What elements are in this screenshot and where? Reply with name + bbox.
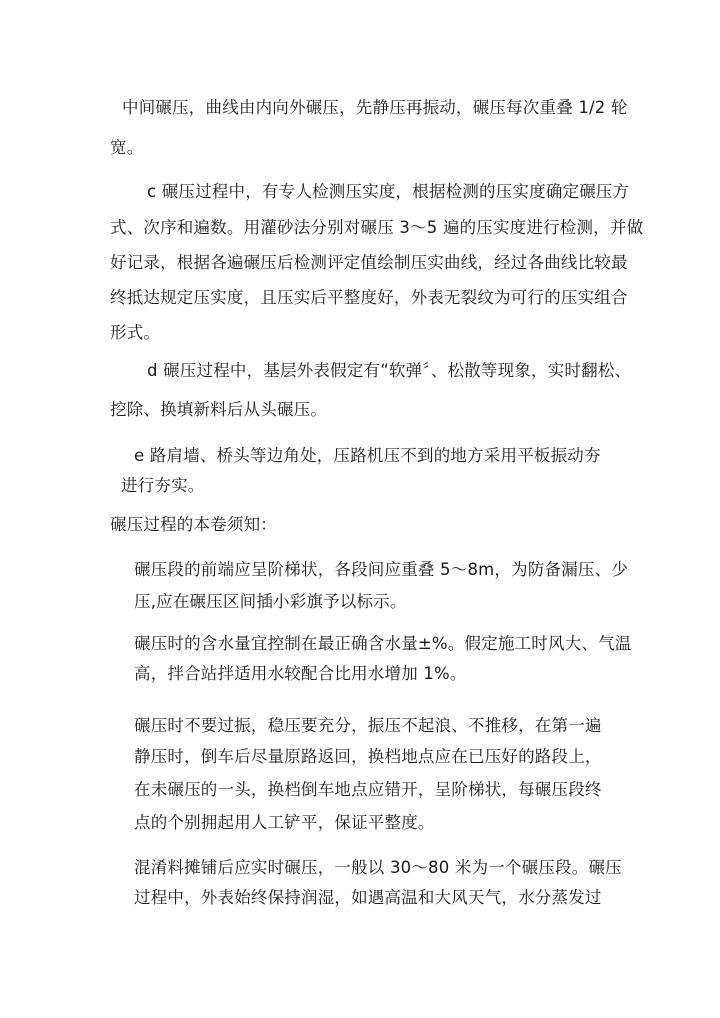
p6-line-1: 碾压段的前端应呈阶梯状，各段间应重叠 5～8m，为防备漏压、少 xyxy=(134,560,629,579)
p8-line-4: 点的个别拥起用人工铲平，保证平整度。 xyxy=(134,813,435,832)
p7-line-2: 高，拌合站拌适用水较配合比用水增加 1%。 xyxy=(134,664,467,683)
p5-line-1: 碾压过程的本卷须知： xyxy=(110,515,277,534)
p3-line-1: d 碾压过程中，基层外表假定有“软弹〞、松散等现象，实时翻松、 xyxy=(147,361,632,380)
p1-line-2: 宽。 xyxy=(110,138,144,157)
p2-line-3: 好记录，根据各遍碾压后检测评定值绘制压实曲线，经过各曲线比较最 xyxy=(110,253,628,272)
p2-line-2: 式、次序和遍数。用灌砂法分别对碾压 3～5 遍的压实度进行检测，并做 xyxy=(110,218,644,237)
p8-line-2: 静压时，倒车后尽量原路返回，换档地点应在已压好的路段上， xyxy=(134,747,602,766)
p2-line-4: 终抵达规定压实度，且压实后平整度好，外表无裂纹为可行的压实组合 xyxy=(110,288,628,307)
p6-line-2: 压,应在碾压区间插小彩旗予以标示。 xyxy=(134,592,407,611)
p2-line-5: 形式。 xyxy=(110,323,161,342)
p1-line-1: 中间碾压，曲线由内向外碾压，先静压再振动，碾压每次重叠 1/2 轮 xyxy=(122,98,628,117)
p8-line-3: 在未碾压的一头，换档倒车地点应错开，呈阶梯状，每碾压段终 xyxy=(134,780,602,799)
p4-line-2: 进行夯实。 xyxy=(121,476,205,495)
p2-line-1: c 碾压过程中，有专人检测压实度，根据检测的压实度确定碾压方 xyxy=(147,182,630,201)
p7-line-1: 碾压时的含水量宜控制在最正确含水量±%。假定施工时风大、气温 xyxy=(134,634,632,653)
p9-line-2: 过程中，外表始终保持润湿，如遇高温和大风天气，水分蒸发过 xyxy=(134,888,602,907)
p9-line-1: 混淆料摊铺后应实时碾压，一般以 30～80 米为一个碾压段。碾压 xyxy=(134,858,622,877)
p4-line-1: e 路肩墙、桥头等边角处，压路机压不到的地方采用平板振动夯 xyxy=(134,446,601,465)
p3-line-2: 挖除、换填新料后从头碾压。 xyxy=(110,400,328,419)
p8-line-1: 碾压时不要过振，稳压要充分，振压不起浪、不推移，在第一遍 xyxy=(134,716,602,735)
